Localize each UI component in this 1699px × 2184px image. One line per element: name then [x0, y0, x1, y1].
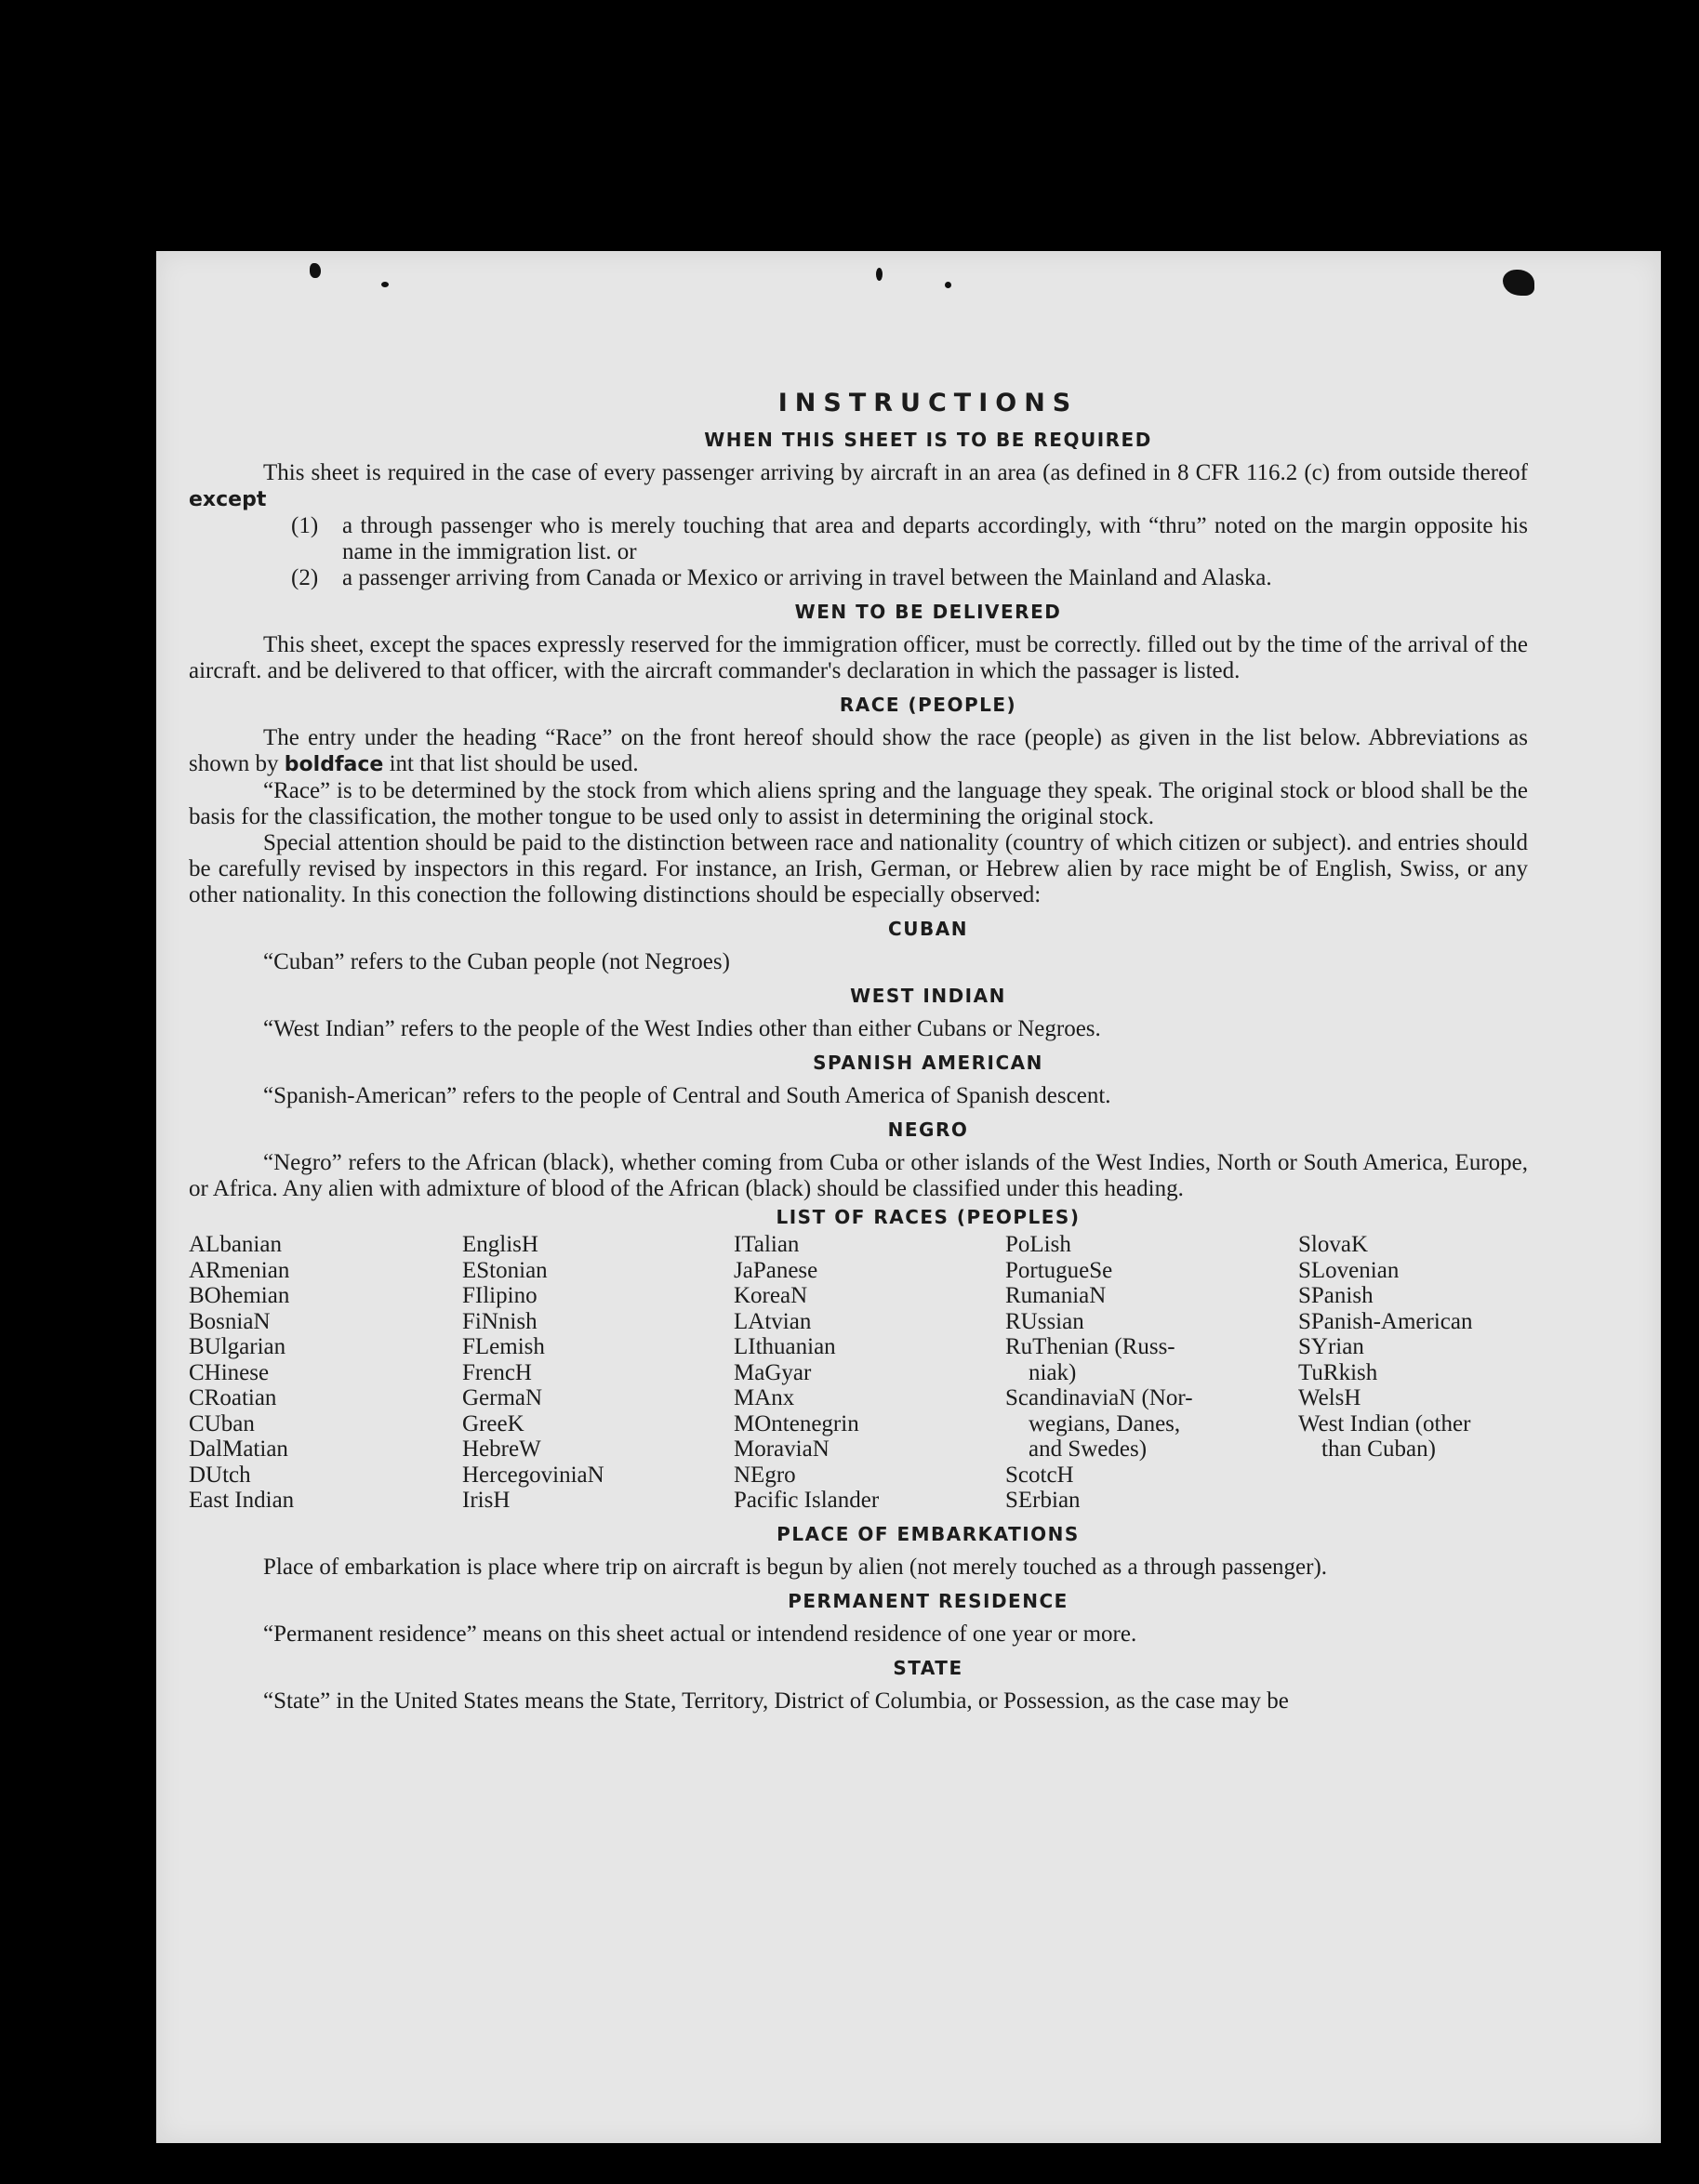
race-entry: LIthuanian — [734, 1334, 836, 1359]
punch-mark — [1503, 270, 1534, 296]
required-intro-text: This sheet is required in the case of every passenger arriving by aircraft in an area (as defined in 8 CFR 116.2 (c) from outside thereof — [263, 460, 1528, 485]
heading-cuban: CUBAN — [888, 918, 968, 940]
delivered-text: This sheet, except the spaces expressly reserved for the immigration officer, must be correctly. filled out by the time of the arrival of the aircraft. and be delivered to that officer, with the aircraft commander's declaration in which the passager is listed. — [189, 632, 1528, 683]
race-p1-bold: boldface — [284, 753, 384, 776]
negro-text: “Negro” refers to the African (black), whether coming from Cuba or other islands of the West Indies, North or South America, Europe, or Africa. Any alien with admixture of blood of the African (black) should be classified under this heading. — [189, 1150, 1528, 1201]
race-entry: BOhemian — [189, 1283, 290, 1308]
required-intro — [189, 460, 1528, 513]
race-entry: ITalian — [734, 1232, 800, 1257]
race-entry: SErbian — [1005, 1488, 1081, 1513]
heading-permanent-residence: PERMANENT RESIDENCE — [788, 1589, 1069, 1612]
race-entry: DUtch — [189, 1462, 251, 1488]
races-column — [1298, 1232, 1531, 1514]
heading-place-of-embarkation: PLACE OF EMBARKATIONS — [776, 1522, 1080, 1545]
cuban-text: “Cuban” refers to the Cuban people (not Negroes) — [263, 949, 730, 974]
race-entry: FiNnish — [462, 1308, 538, 1334]
race-entry: MoraviaN — [734, 1436, 830, 1462]
race-entry: EStonian — [462, 1257, 548, 1283]
page-title: INSTRUCTIONS — [777, 389, 1079, 417]
race-entry: FrencH — [462, 1359, 532, 1385]
race-entry: JaPanese — [734, 1257, 818, 1283]
races-column — [462, 1232, 734, 1514]
race-entry: East Indian — [189, 1488, 295, 1513]
race-entry: ScandinaviaN (Nor- — [1005, 1385, 1193, 1410]
required-intro-bold: except — [189, 488, 267, 511]
race-entry: MOntenegrin — [734, 1410, 859, 1436]
document-page — [156, 251, 1661, 2143]
race-entry: IrisH — [462, 1488, 511, 1513]
heading-when-delivered: WEN TO BE DELIVERED — [794, 601, 1062, 623]
race-entry: RuThenian (Russ- — [1005, 1334, 1175, 1359]
race-entry: PoLish — [1005, 1232, 1071, 1257]
race-entry: SPanish-American — [1298, 1308, 1473, 1334]
punch-mark — [381, 282, 389, 287]
race-entry: ALbanian — [189, 1232, 282, 1257]
heading-when-required: WHEN THIS SHEET IS TO BE REQUIRED — [704, 429, 1152, 451]
race-p1-after: int that list should be used. — [389, 751, 639, 776]
race-entry: RUssian — [1005, 1308, 1084, 1334]
race-entry: LAtvian — [734, 1308, 812, 1334]
state-text: “State” in the United States means the State, Territory, District of Columbia, or Possession, as the case may be — [263, 1688, 1289, 1714]
race-p1-text: The entry under the heading “Race” on the front hereof should show the race (people) as given in the list below. Abbreviations as shown by — [189, 725, 1528, 776]
race-paragraph-2: “Race” is to be determined by the stock from which aliens spring and the language they speak. The original stock or blood shall be the basis for the classification, the mother tongue to be used only to assist in determining the original stock. — [189, 778, 1528, 829]
race-entry: BosniaN — [189, 1308, 271, 1334]
race-entry: SPanish — [1298, 1283, 1374, 1308]
race-entry: MaGyar — [734, 1359, 812, 1385]
heading-spanish-american: SPANISH AMERICAN — [813, 1052, 1043, 1074]
race-entry: than Cuban) — [1298, 1436, 1436, 1462]
heading-state: STATE — [893, 1656, 963, 1679]
races-column — [734, 1232, 1005, 1514]
race-entry: PortugueSe — [1005, 1257, 1113, 1283]
race-entry: niak) — [1005, 1359, 1077, 1385]
race-entry: CUban — [189, 1410, 255, 1436]
race-entry: Pacific Islander — [734, 1488, 880, 1513]
race-entry: HercegoviniaN — [462, 1462, 604, 1488]
race-entry: WelsH — [1298, 1385, 1361, 1410]
race-entry: West Indian (other — [1298, 1410, 1471, 1436]
race-entry: TuRkish — [1298, 1359, 1378, 1385]
race-entry: ARmenian — [189, 1257, 290, 1283]
race-entry: SLovenian — [1298, 1257, 1400, 1283]
race-entry: CHinese — [189, 1359, 270, 1385]
race-entry: KoreaN — [734, 1283, 808, 1308]
race-entry: and Swedes) — [1005, 1436, 1148, 1462]
heading-list-of-races: LIST OF RACES (PEOPLES) — [776, 1206, 1081, 1228]
race-entry: BUlgarian — [189, 1334, 286, 1359]
heading-west-indian: WEST INDIAN — [850, 985, 1006, 1007]
races-column — [1005, 1232, 1298, 1514]
races-table — [189, 1232, 1528, 1514]
race-entry: EnglisH — [462, 1232, 538, 1257]
list-item — [189, 565, 1528, 591]
punch-mark — [310, 263, 321, 278]
residence-text: “Permanent residence” means on this sheet actual or intendend residence of one year or more. — [263, 1621, 1137, 1647]
race-paragraph-3: Special attention should be paid to the distinction between race and nationality (country of which citizen or subject). and entries should be carefully revised by inspectors in this regard. For instance, an Irish, German, or Hebrew alien by race might be of English, Swiss, or any other nationality. In this conection the following distinctions should be especially observed: — [189, 830, 1528, 907]
race-entry: GreeK — [462, 1410, 524, 1436]
heading-negro: NEGRO — [887, 1118, 969, 1141]
race-entry: MAnx — [734, 1385, 795, 1410]
punch-mark — [945, 282, 951, 288]
race-entry: HebreW — [462, 1436, 541, 1462]
race-entry: SYrian — [1298, 1334, 1364, 1359]
document-content — [189, 389, 1528, 1714]
item-number: (2) — [291, 565, 319, 590]
race-paragraph-1 — [189, 725, 1528, 778]
race-entry: NEgro — [734, 1462, 796, 1488]
race-entry: CRoatian — [189, 1385, 277, 1410]
item-text: a passenger arriving from Canada or Mexico or arriving in travel between the Mainland and Alaska. — [342, 565, 1272, 590]
heading-race: RACE (PEOPLE) — [839, 694, 1017, 716]
embarkation-text: Place of embarkation is place where trip on aircraft is begun by alien (not merely touched as a through passenger). — [263, 1554, 1328, 1580]
west-indian-text: “West Indian” refers to the people of the West Indies other than either Cubans or Negroes. — [263, 1016, 1101, 1041]
race-entry: wegians, Danes, — [1005, 1410, 1181, 1436]
race-entry: FLemish — [462, 1334, 545, 1359]
spanish-american-text: “Spanish-American” refers to the people of Central and South America of Spanish descent. — [263, 1083, 1111, 1108]
item-text: a through passenger who is merely touching that area and departs accordingly, with “thru” noted on the margin opposite his name in the immigration list. or — [342, 513, 1528, 564]
race-entry: FIlipino — [462, 1283, 538, 1308]
list-item — [189, 513, 1528, 565]
race-entry: ScotcH — [1005, 1462, 1074, 1488]
punch-mark — [876, 268, 883, 281]
race-entry: RumaniaN — [1005, 1283, 1107, 1308]
race-entry: SlovaK — [1298, 1232, 1368, 1257]
race-entry: GermaN — [462, 1385, 543, 1410]
races-column — [189, 1232, 462, 1514]
race-entry: DalMatian — [189, 1436, 288, 1462]
item-number: (1) — [291, 513, 319, 538]
